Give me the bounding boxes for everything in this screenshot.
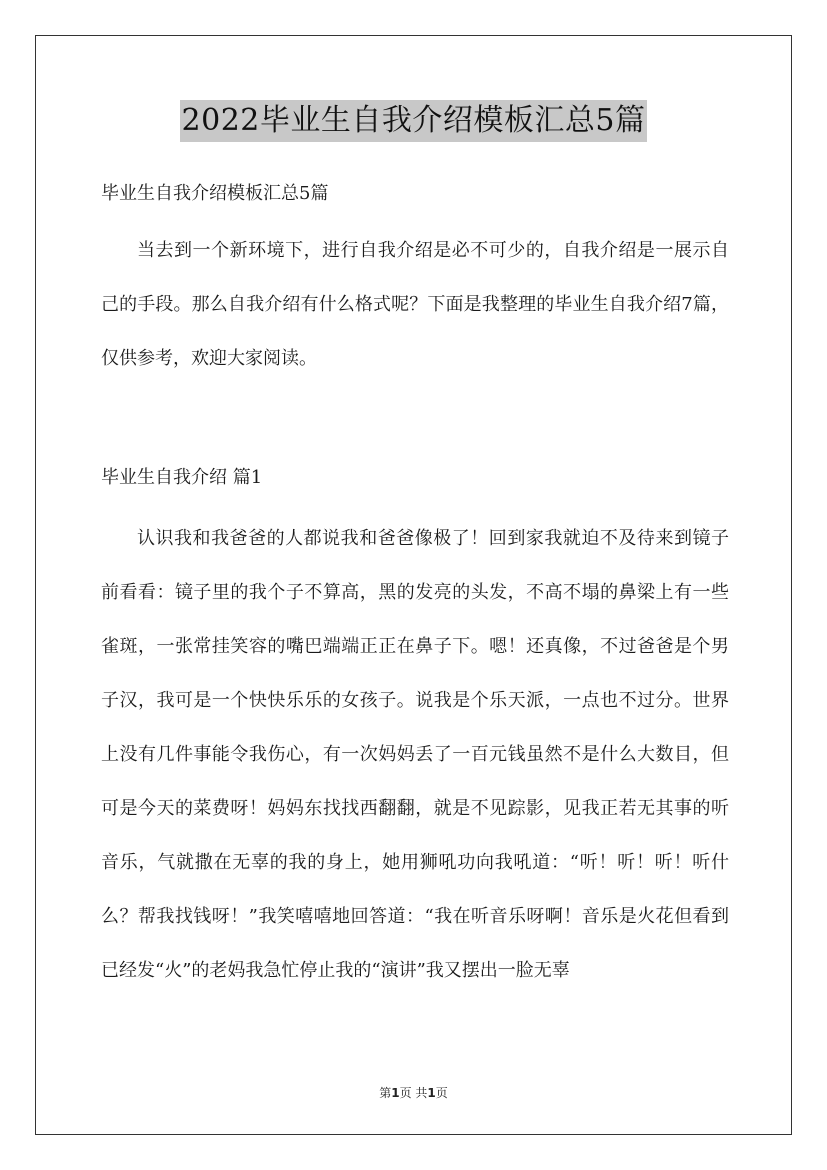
section-paragraph: 认识我和我爸爸的人都说我和爸爸像极了！回到家我就迫不及待来到镜子前看看：镜子里的我个子不算高，黑的发亮的头发，不高不塌的鼻梁上有一些雀斑，一张常挂笑容的嘴巴端端正正在鼻子下。嗯！还真像，不过爸爸是个男子汉，我可是一个快快乐乐的女孩子。说我是个乐天派，一点也不过分。世界上没有几件事能令我伤心，有一次妈妈丢了一百元钱虽然不是什么大数目，但可是今天的菜费呀！妈妈东找找西翻翻，就是不见踪影，见我正若无其事的听音乐，气就撒在无辜的我的身上，她用狮吼功向我吼道：“听！听！听！听什么？帮我找钱呀！”我笑嘻嘻地回答道：“我在听音乐呀啊！音乐是火花但看到已经发“火”的老妈我急忙停止我的“演讲”我又摆出一脸无辜: [101, 528, 729, 981]
page-suffix: 页: [435, 1086, 448, 1100]
document-title: 2022毕业生自我介绍模板汇总5篇: [180, 100, 648, 142]
page-mid: 页 共: [399, 1086, 428, 1100]
page-total: 1: [427, 1086, 436, 1100]
intro-paragraph: 当去到一个新环境下，进行自我介绍是必不可少的，自我介绍是一展示自己的手段。那么自我介绍有什么格式呢？下面是我整理的毕业生自我介绍7篇，仅供参考，欢迎大家阅读。: [101, 240, 729, 369]
page-current: 1: [391, 1086, 400, 1100]
page-prefix: 第: [379, 1086, 392, 1100]
document-body: [101, 172, 729, 998]
page-footer: [0, 1084, 827, 1101]
document-subtitle: 毕业生自我介绍模板汇总5篇: [101, 183, 329, 204]
section-heading: 毕业生自我介绍 篇1: [101, 467, 263, 488]
title-container: [0, 100, 827, 142]
